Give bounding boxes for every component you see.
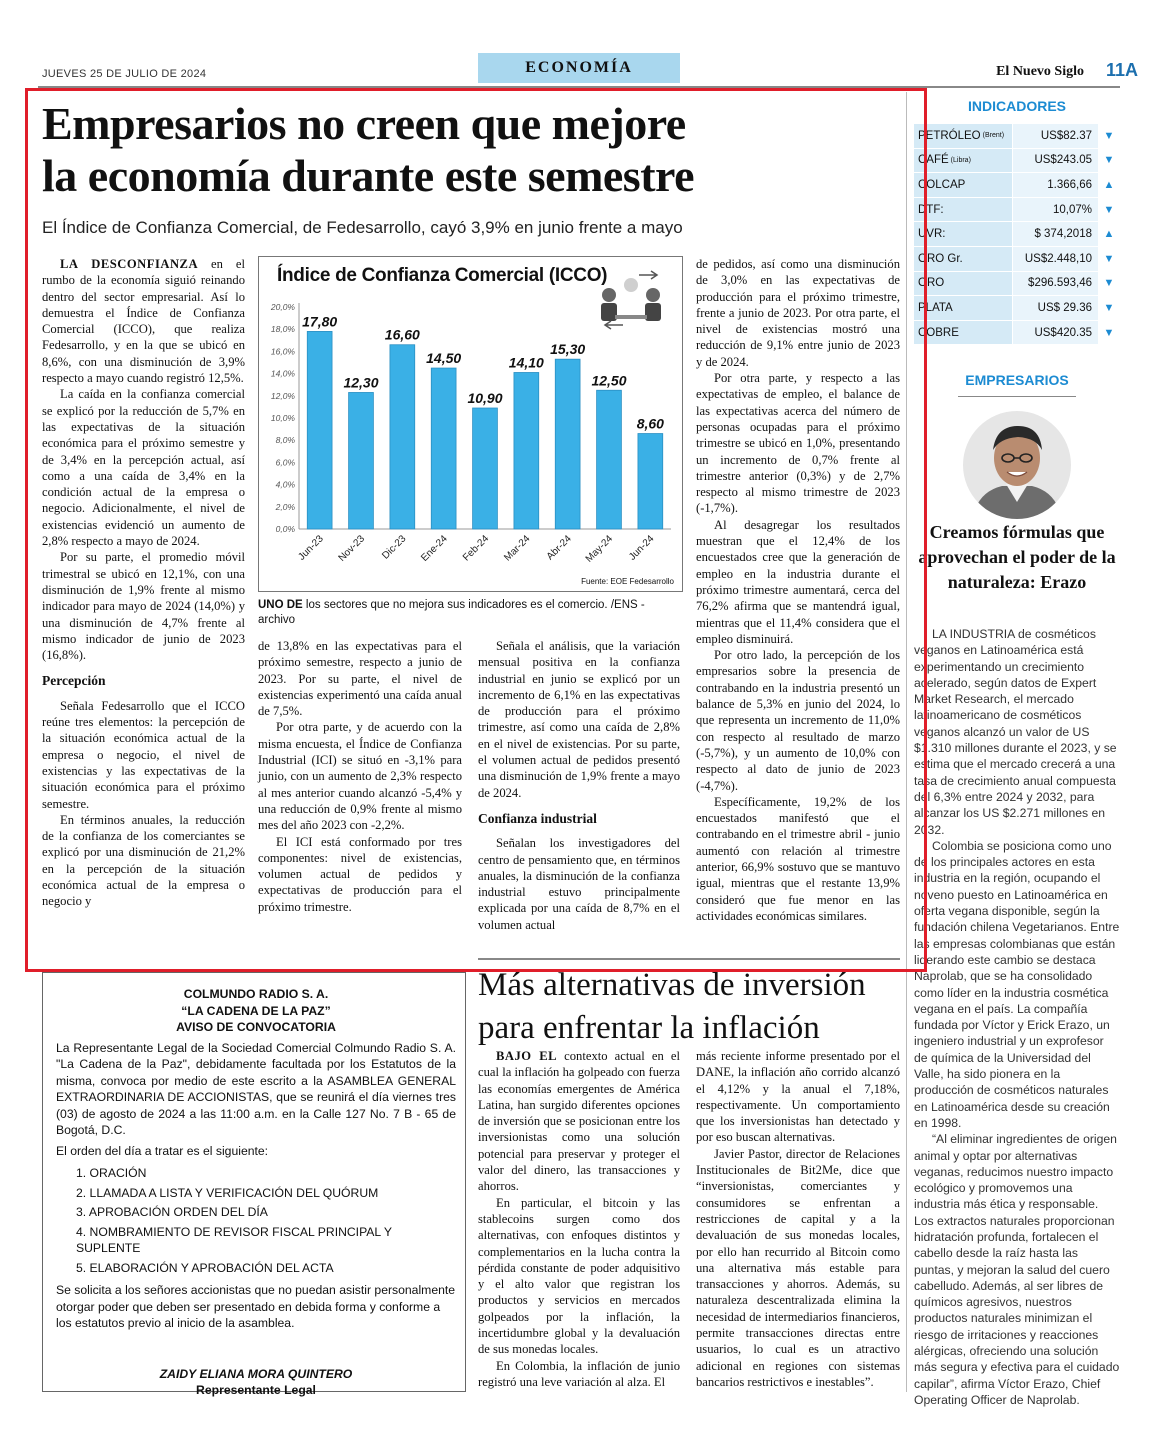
indicator-name: DTF: bbox=[914, 198, 1012, 222]
indicator-value: US$420.35 bbox=[1012, 321, 1098, 345]
y-tick-label: 0,0% bbox=[275, 524, 295, 534]
paragraph: Por otro lado, la percepción de los empresarios sobre la presencia de contrabando en la industria presentó un balance de 5,3% en junio del 2024, lo que representa un incremento de 11,0% con respecto al resultado de marzo (-5,7%), y un aumento de 10,0% con respecto al dato de junio de 2023 (-4,7%). bbox=[696, 648, 900, 793]
agenda-item: 4. NOMBRAMIENTO DE REVISOR FISCAL PRINCIPAL Y SUPLENTE bbox=[76, 1224, 392, 1255]
article2-column-2 bbox=[696, 1048, 900, 1390]
paragraph: Por otra parte, y respecto a las expectativas de empleo, el balance de las expectativas acerca del número de personas ocupadas para el próximo trimestre se ubicó en 1,0%, presentando un incremento de 0,7% frente al trimestre anterior (0,3%) y de 2,7% respecto al mismo trimestre de 2023 (-1,7%). bbox=[696, 371, 900, 516]
indicators-table bbox=[914, 124, 1120, 345]
indicator-name: ORO Gr. bbox=[914, 247, 1012, 271]
agenda-item: 5. ELABORACIÓN Y APROBACIÓN DEL ACTA bbox=[76, 1260, 334, 1275]
paragraph: contexto actual en el cual la inflación ha golpeado con fuerza las economías emergentes de América Latina, han surgido diferentes opciones de inversión que se posicionan entre los inversionistas como una solución potencial para preservar y proteger el valor del dinero, las transacciones y ahorros. bbox=[478, 1049, 680, 1194]
ad-closing: Se solicita a los señores accionistas que no puedan asistir personalmente otorgar poder que deben ser presentado en debida forma y conforme a los estatutos previo al inicio de la asamblea. bbox=[56, 1283, 456, 1330]
x-tick-label: May-24 bbox=[583, 533, 616, 565]
article2-headline: Más alternativas de inversión para enfrentar la inflación bbox=[478, 967, 866, 1046]
y-tick-label: 18,0% bbox=[270, 324, 295, 335]
indicator-row bbox=[914, 247, 1120, 272]
y-tick-label: 10,0% bbox=[270, 413, 295, 423]
data-label: 14,10 bbox=[508, 354, 544, 371]
x-tick-label: Nov-23 bbox=[336, 533, 368, 564]
caption-text: los sectores que no mejora sus indicadores es el comercio. /ENS - archivo bbox=[258, 599, 645, 626]
ad-body: La Representante Legal de la Sociedad Comercial Colmundo Radio S. A. "La Cadena de la Paz", debidamente facultada por los Estatutos de la misma, convoca por medio de este escrito a la ASAMBLEA GENERAL EXTRAORDINARIA DE ACCIONISTAS, que se reunirá el día viernes tres (03) de agosto de 2024 a las 11:00 a.m. en la Calle 127 No. 7 B - 65 de Bogotá, D.C. bbox=[56, 1040, 456, 1137]
paragraph: Señalan los investigadores del centro de pensamiento que, en términos anuales, la disminución de la confianza industrial estuvo principalmente explicada por una caída de 8,7% en el volumen actual bbox=[478, 836, 680, 932]
arrow-down-icon: ▼ bbox=[1103, 277, 1115, 290]
y-tick-label: 4,0% bbox=[275, 479, 295, 490]
headline-line-2: la economía durante este semestre bbox=[42, 150, 695, 201]
y-tick-label: 6,0% bbox=[275, 457, 295, 468]
indicator-name: PETRÓLEO (Brent) bbox=[914, 124, 1012, 148]
indicator-name: COLCAP bbox=[914, 173, 1012, 197]
ad-signer: ZAIDY ELIANA MORA QUINTERO bbox=[159, 1366, 353, 1381]
data-label: 15,30 bbox=[550, 341, 586, 358]
arrow-down-icon: ▼ bbox=[1103, 326, 1115, 339]
lead-in: BAJO EL bbox=[496, 1049, 558, 1063]
paragraph: “Al eliminar ingredientes de origen animal y optar por alternativas veganas, reducimos nuestro impacto ecológico y promovemos una industria más ética y responsable. Los extractos naturales proporcionan hidratación profunda, fortalecen el cabello desde la raíz hasta las puntas, y mejoran la salud del cuero cabelludo. Además, al ser libres de químicos agresivos, nuestros productos naturales minimizan el riesgo de irritaciones y reacciones alérgicas, ofreciendo una solución más segura y efectiva para el cuidado capilar”, afirma Víctor Erazo, Chief Operating Officer de Naprolab. bbox=[914, 1132, 1120, 1407]
paragraph: Colombia se posiciona como uno de los principales actores en esta industria en la región, ocupando el noveno puesto en Latinoamérica en oferta vegana disponible, según la fundación chilena Vegetarianos. Entre las empresas colombianas que están liderando este cambio se destaca Naprolab, que se ha consolidado como líder en la industria cosmética vegana en el país. La compañía fundada por Víctor y Erick Erazo, un ingeniero industrial y un exprofesor de química de la Universidad del Valle, ha sido pionera en la producción de cosméticos naturales en Latinoamérica desde su creación en 1998. bbox=[914, 838, 1120, 1130]
paragraph: La caída en la confianza comercial se explicó por la reducción de 5,7% en las expectativas de la situación económica para el próximo semestre y de 3,4% en la percepción actual, así como a una caída de 3,4% en la condición actual de la empresa o negocio. Adicionalmente, el nivel de existencias evidenció un aumento de 2,8% respecto a mayo de 2024. bbox=[42, 387, 245, 549]
portrait-image bbox=[962, 410, 1072, 520]
ad-order-intro: El orden del día a tratar es el siguiente: bbox=[56, 1143, 269, 1158]
headline-line-1: Empresarios no creen que mejore bbox=[42, 98, 686, 149]
indicator-row bbox=[914, 149, 1120, 174]
paragraph: de 13,8% en las expectativas para el próximo semestre, respecto a junio de 2023. Por su parte, el nivel de existencias experimentó una caída anual de 7,5%. bbox=[258, 639, 462, 719]
ad-company: COLMUNDO RADIO S. A. bbox=[183, 987, 329, 1001]
indicator-row bbox=[914, 296, 1120, 321]
sidebar-body bbox=[914, 626, 1120, 1408]
paragraph: En Colombia, la inflación de junio registró una leve variación al alza. El bbox=[478, 1358, 680, 1389]
arrow-down-icon: ▼ bbox=[1103, 154, 1115, 167]
highlight-frame bbox=[25, 88, 927, 972]
indicator-name: CAFÉ (Libra) bbox=[914, 149, 1012, 173]
ad-agenda-list bbox=[56, 1165, 456, 1276]
paragraph: Por otra parte, y de acuerdo con la misma encuesta, el Índice de Confianza Industrial (ICI) se situó en -3,1% para junio, con un aumento de 2,3% respecto al mes anterior cuando alcanzó -5,4% y una reducción de 0,9% frente al mismo mes del año 2023 con -2,2%. bbox=[258, 720, 462, 833]
ad-signer-role: Representante Legal bbox=[196, 1383, 316, 1397]
data-label: 12,30 bbox=[343, 374, 379, 391]
paragraph: El ICI está conformado por tres componentes: nivel de existencias, volumen actual de pedidos y expectativas de producción para el próximo trimestre. bbox=[258, 834, 462, 914]
paragraph: más reciente informe presentado por el DANE, la inflación año corrido alcanzó el 4,12% y la anual el 7,18%, respectivamente. Un comportamiento que los inversionistas han detectado y por eso buscan alternativas. bbox=[696, 1049, 900, 1145]
indicator-row bbox=[914, 321, 1120, 346]
empresarios-title: EMPRESARIOS bbox=[965, 372, 1069, 388]
data-label: 17,80 bbox=[302, 313, 338, 330]
ad-heading: AVISO DE CONVOCATORIA bbox=[176, 1020, 336, 1034]
paragraph: Específicamente, 19,2% de los encuestados manifestó que el contrabando en el trimestre abril - junio aumentó con relación al trimestre anterior, 66,9% sostuvo que se mantuvo igual, mientras que el restante 13,9% consideró que fue menor en las actividades económicas similares. bbox=[696, 794, 900, 923]
article2-column-1 bbox=[478, 1048, 680, 1390]
y-tick-label: 8,0% bbox=[275, 435, 295, 446]
data-label: 16,60 bbox=[384, 326, 420, 343]
indicator-value: US$82.37 bbox=[1012, 124, 1098, 148]
indicator-name: COBRE bbox=[914, 321, 1012, 345]
x-tick-label: Dic-23 bbox=[380, 533, 409, 562]
section-rule bbox=[958, 396, 1076, 397]
agenda-item: 3. APROBACIÓN ORDEN DEL DÍA bbox=[76, 1205, 268, 1219]
indicator-row bbox=[914, 124, 1120, 149]
paragraph: Señala Fedesarrollo que el ICCO reúne tres elementos: la percepción de la situación económica actual de la empresa o negocio, el nivel de existencias y las expectativas de la situación económica para el próximo semestre. bbox=[42, 698, 245, 811]
indicator-value: 10,07% bbox=[1012, 198, 1098, 222]
data-label: 14,50 bbox=[426, 350, 462, 367]
indicators-title: INDICADORES bbox=[967, 98, 1066, 114]
arrow-up-icon: ▲ bbox=[1103, 178, 1115, 191]
x-tick-label: Abr-24 bbox=[544, 533, 574, 563]
page-number: 11A bbox=[1105, 60, 1138, 80]
arrow-up-icon: ▲ bbox=[1103, 228, 1115, 241]
x-tick-label: Mar-24 bbox=[502, 533, 533, 564]
sidebar-headline: Creamos fórmulas que aprovechan el poder de la naturaleza: Erazo bbox=[918, 522, 1116, 592]
arrow-down-icon: ▼ bbox=[1103, 301, 1115, 314]
x-tick-label: Feb-24 bbox=[460, 533, 492, 564]
y-tick-label: 2,0% bbox=[275, 501, 295, 512]
x-tick-label: Jun-23 bbox=[296, 533, 326, 563]
chart-title: Índice de Confianza Comercial (ICCO) bbox=[277, 265, 608, 286]
paragraph: en el rumbo de la economía siguió reinando dentro del sector empresarial. Así lo demuestra el Índice de Confianza Comercial (ICCO), que realiza Fedesarrollo, y en la que se ubicó en 8,6%, con una disminución de 3,9% respecto a mayo cuando registró 12,5%. bbox=[42, 257, 245, 386]
data-label: 10,90 bbox=[467, 390, 503, 407]
indicator-value: US$ 29.36 bbox=[1012, 296, 1098, 320]
issue-date: JUEVES 25 DE JULIO DE 2024 bbox=[42, 68, 207, 80]
subheading-percepcion: Percepción bbox=[42, 673, 106, 689]
newspaper-name: El Nuevo Siglo bbox=[996, 64, 1084, 79]
indicator-name: UVR: bbox=[914, 222, 1012, 246]
paragraph: LA INDUSTRIA de cosméticos veganos en Latinoamérica está experimentando un crecimiento acelerado, según datos de Expert Market Research, el mercado latinoamericano de cosméticos veganos alcanzó un valor de US $1.310 millones durante el 2023, y se estima que el mercado crecerá a una tasa de crecimiento anual compuesta del 6,3% entre 2024 y 2032, para alcanzar los US $2.271 millones en 2032. bbox=[914, 627, 1117, 837]
paragraph: Al desagregar los resultados muestran que el 12,4% de los encuestados cree que la generación de empleo en la industria durante el próximo trimestre aumentará, cerca del 76,2% afirma que se mantendrá igual, mientras que el 11,4% considera que el empleo disminuirá. bbox=[696, 517, 900, 646]
arrow-down-icon: ▼ bbox=[1103, 203, 1115, 216]
agenda-item: 1. ORACIÓN bbox=[76, 1166, 147, 1180]
indicator-row bbox=[914, 173, 1120, 198]
y-tick-label: 14,0% bbox=[270, 368, 295, 379]
paragraph: En términos anuales, la reducción de la confianza de los comerciantes se explicó por una disminución de 21,2% en la percepción de la situación económica actual de la empresa o negocio y bbox=[42, 812, 245, 909]
indicator-row bbox=[914, 198, 1120, 223]
article-subhead: El Índice de Confianza Comercial, de Fedesarrollo, cayó 3,9% en junio frente a mayo bbox=[42, 218, 683, 237]
indicator-value: 1.366,66 bbox=[1012, 173, 1098, 197]
indicator-name: PLATA bbox=[914, 296, 1012, 320]
paragraph: Señala el análisis, que la variación mensual positiva en la confianza industrial en junio se explicó por un incremento de 6,1% en las expectativas de producción para el próximo trimestre, así como una caída de 2,8% en el nivel de existencias. Por su parte, el volumen actual de pedidos presentó una disminución de 1,9% frente a mayo de 2024. bbox=[478, 639, 680, 800]
y-tick-label: 16,0% bbox=[270, 346, 295, 357]
ad-subtitle: “LA CADENA DE LA PAZ” bbox=[181, 1003, 331, 1018]
data-label: 12,50 bbox=[591, 372, 627, 389]
paragraph: Por su parte, el promedio móvil trimestral se ubicó en 12,1%, con una disminución de 1,9% frente al mismo indicador para mayo de 2024 (14,0%) y una disminución de 4,7% frente al mismo indicador de junio de 2023 (16,8%). bbox=[42, 550, 245, 663]
chart-source: Fuente: EOE Fedesarrollo bbox=[581, 577, 674, 586]
subheading-industrial: Confianza industrial bbox=[478, 810, 597, 826]
indicator-value: US$243.05 bbox=[1012, 149, 1098, 173]
indicator-name: ORO bbox=[914, 272, 1012, 296]
section-banner: ECONOMÍA bbox=[478, 53, 680, 83]
indicator-row bbox=[914, 222, 1120, 247]
paragraph: de pedidos, así como una disminución de 3,0% en las expectativas de producción para el próximo trimestre, frente a junio de 2023. Por otra parte, el nivel de existencias mostró una reducción de 9,1% entre junio de 2023 y de 2024. bbox=[696, 257, 900, 369]
caption-lead: UNO DE bbox=[258, 599, 303, 611]
lead-in: LA DESCONFIANZA bbox=[60, 257, 199, 271]
y-tick-label: 12,0% bbox=[270, 390, 295, 401]
arrow-down-icon: ▼ bbox=[1103, 129, 1115, 142]
paragraph: En particular, el bitcoin y las stablecoins surgen como dos alternativas, con enfoques distintos y complementarios en la lucha contra la pérdida constante de poder adquisitivo y el alto valor que registran los productos y servicios en mercados golpeados por la inflación, la incertidumbre global y la devaluación de sus monedas locales. bbox=[478, 1195, 680, 1357]
indicator-value: US$2.448,10 bbox=[1012, 247, 1098, 271]
y-tick-label: 20,0% bbox=[270, 302, 295, 312]
indicator-row bbox=[914, 272, 1120, 297]
data-label: 8,60 bbox=[636, 415, 664, 432]
indicator-value: $ 374,2018 bbox=[1012, 222, 1098, 246]
x-tick-label: Ene-24 bbox=[419, 533, 450, 564]
paragraph: Javier Pastor, director de Relaciones Institucionales de Bit2Me, dice que “inversionistas, comerciantes y consumidores se enfrentan a restricciones de capital y a la devaluación de sus monedas locales, por ello han recurrido al Bitcoin como una alternativa más estable para transacciones y ahorros. Además, su naturaleza descentralizada elimina la necesidad de intermediarios financieros, permite transacciones directas entre usuarios, lo cual es un atractivo adicional en regiones con sistemas bancarios restrictivos e inestables”. bbox=[696, 1146, 900, 1389]
indicator-value: $296.593,46 bbox=[1012, 272, 1098, 296]
arrow-down-icon: ▼ bbox=[1103, 252, 1115, 265]
x-tick-label: Jun-24 bbox=[627, 533, 657, 563]
notice-ad bbox=[56, 986, 456, 1399]
agenda-item: 2. LLAMADA A LISTA Y VERIFICACIÓN DEL QUÓRUM bbox=[76, 1185, 379, 1200]
